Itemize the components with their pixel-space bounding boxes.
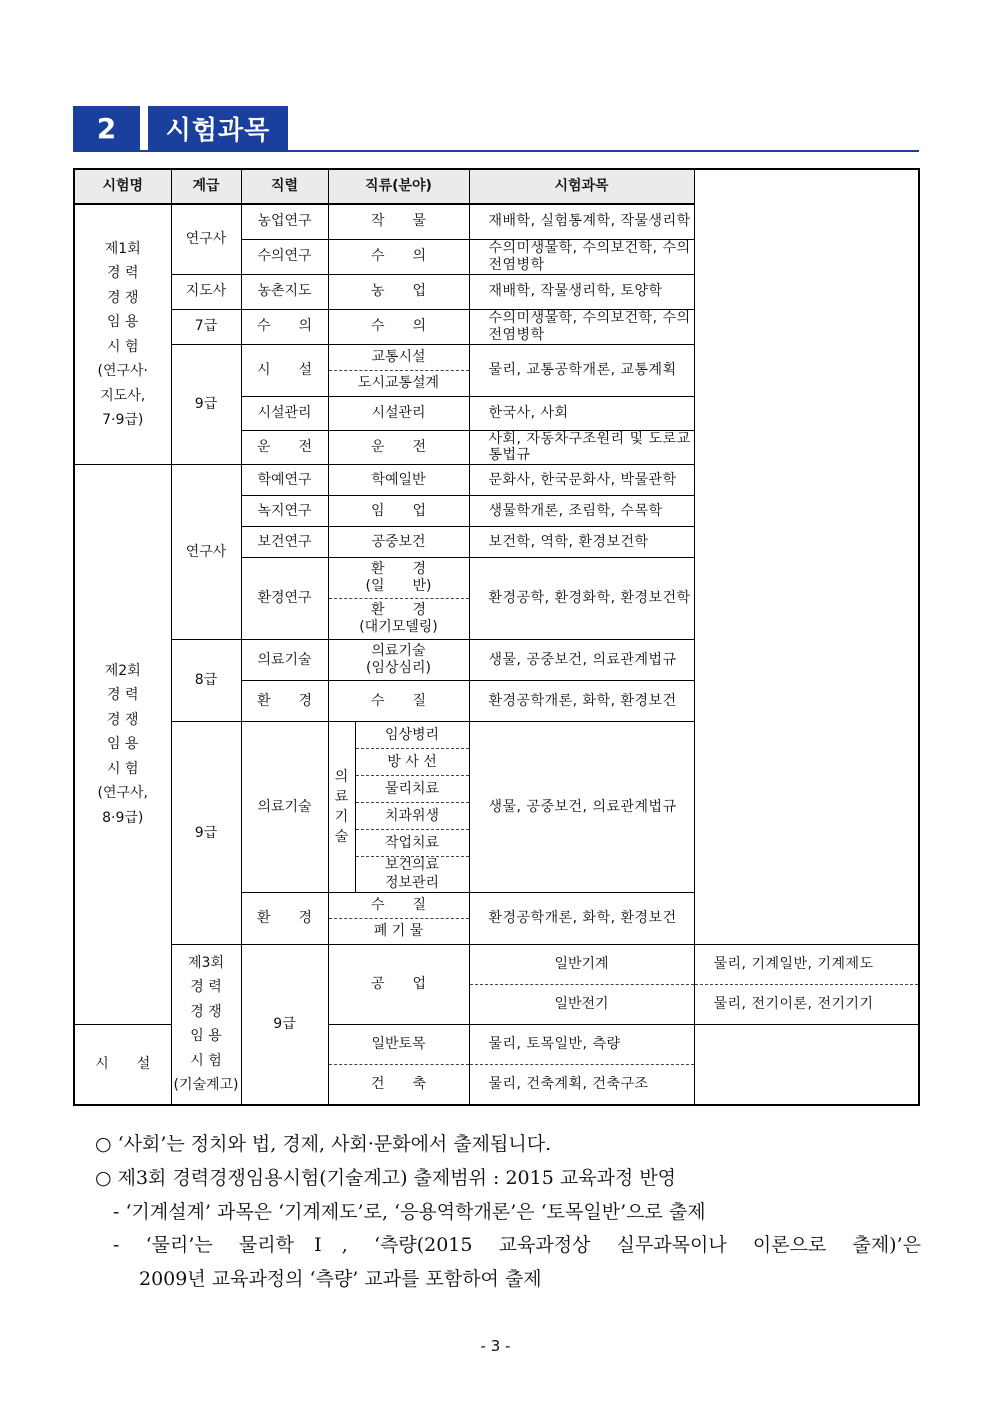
table-row bbox=[74, 274, 919, 309]
header-subjects: 시험과목 bbox=[469, 169, 694, 204]
table-row bbox=[74, 465, 919, 496]
note-line: ○ ‘사회’는 정치와 법, 경제, 사회·문화에서 출제됩니다. bbox=[95, 1133, 552, 1155]
subject-cell: 수의미생물학, 수의보건학, 수의전염병학 bbox=[469, 239, 694, 274]
series-cell: 환경연구 bbox=[241, 558, 328, 640]
note-line: - ‘기계설계’ 과목은 ‘기계제도’로, ‘응용역학개론’은 ‘토목일반’으로 출제 bbox=[113, 1200, 706, 1223]
table-row bbox=[74, 204, 919, 239]
table-row bbox=[74, 722, 919, 748]
list-item: 임상병리 bbox=[356, 722, 469, 749]
subject-cell: 물리, 기계일반, 기계제도 bbox=[694, 945, 919, 985]
class-cell: 일반전기 bbox=[469, 985, 694, 1025]
series-cell: 수 의 bbox=[241, 309, 328, 344]
grade-cell: 9급 bbox=[171, 344, 241, 465]
grade-cell: 9급 bbox=[241, 945, 328, 1105]
series-cell: 녹지연구 bbox=[241, 496, 328, 527]
subject-cell: 수의미생물학, 수의보건학, 수의전염병학 bbox=[469, 309, 694, 344]
subject-cell: 재배학, 작물생리학, 토양학 bbox=[469, 274, 694, 309]
series-cell: 운 전 bbox=[241, 430, 328, 465]
list-item: 작업치료 bbox=[356, 830, 469, 857]
header-grade: 계급 bbox=[171, 169, 241, 204]
note-line: - ‘물리’는 물리학Ⅰ, ‘측량(2015 교육과정상 실무과목이나 이론으로 출제)’은 bbox=[113, 1234, 921, 1257]
subject-cell: 사회, 자동차구조원리 및 도로교통법규 bbox=[469, 430, 694, 465]
class-cell: 일반기계 bbox=[469, 945, 694, 985]
grade-cell: 연구사 bbox=[171, 204, 241, 274]
class-cell: 환 경 (대기모델링) bbox=[328, 599, 469, 640]
series-cell: 학예연구 bbox=[241, 465, 328, 496]
subject-cell: 물리, 교통공학개론, 교통계획 bbox=[469, 344, 694, 396]
exam-name-1-text: 제1회 경 력 경 쟁 임 용 시 험 (연구사· 지도사, 7·9급) bbox=[97, 240, 148, 429]
subject-cell: 문화사, 한국문화사, 박물관학 bbox=[469, 465, 694, 496]
subject-cell: 보건학, 역학, 환경보건학 bbox=[469, 527, 694, 558]
exam-name-2-text: 제2회 경 력 경 쟁 임 용 시 험 (연구사, 8·9급) bbox=[97, 662, 148, 826]
subject-cell: 환경공학개론, 화학, 환경보건 bbox=[469, 893, 694, 945]
table-row bbox=[74, 309, 919, 344]
class-cell: 교통시설 bbox=[328, 344, 469, 370]
series-cell: 의료기술 bbox=[241, 640, 328, 681]
list-item: 물리치료 bbox=[356, 776, 469, 803]
table-row bbox=[74, 344, 919, 370]
note-line: 2009년 교육과정의 ‘측량’ 교과를 포함하여 출제 bbox=[139, 1268, 542, 1291]
class-cell: 폐 기 물 bbox=[328, 919, 469, 945]
class-cell: 일반토목 bbox=[328, 1025, 469, 1065]
class-cell: 작 물 bbox=[328, 204, 469, 239]
page-number: - 3 - bbox=[480, 1337, 511, 1355]
subject-cell: 재배학, 실험통계학, 작물생리학 bbox=[469, 204, 694, 239]
exam-name-3-text: 제3회 경 력 경 쟁 임 용 시 험 (기술계고) bbox=[173, 954, 239, 1094]
section-number: 2 bbox=[73, 106, 140, 150]
medical-tech-subclasses bbox=[329, 722, 469, 892]
series-cell: 농촌지도 bbox=[241, 274, 328, 309]
series-cell: 보건연구 bbox=[241, 527, 328, 558]
series-cell: 환 경 bbox=[241, 681, 328, 722]
subject-cell: 생물, 공중보건, 의료관계법규 bbox=[469, 722, 694, 893]
class-cell: 학예일반 bbox=[328, 465, 469, 496]
exam-name-3 bbox=[171, 945, 241, 1105]
subject-cell: 물리, 전기이론, 전기기기 bbox=[694, 985, 919, 1025]
medical-tech-sublist bbox=[356, 722, 469, 892]
series-cell: 농업연구 bbox=[241, 204, 328, 239]
class-cell: 건 축 bbox=[328, 1065, 469, 1105]
subject-cell: 환경공학개론, 화학, 환경보건 bbox=[469, 681, 694, 722]
grade-cell: 지도사 bbox=[171, 274, 241, 309]
subject-cell: 물리, 토목일반, 측량 bbox=[469, 1025, 694, 1065]
series-cell: 시 설 bbox=[241, 344, 328, 396]
exam-name-1 bbox=[74, 204, 171, 465]
section-rule bbox=[73, 150, 919, 152]
series-cell: 시 설 bbox=[74, 1025, 171, 1105]
class-cell: 농 업 bbox=[328, 274, 469, 309]
class-cell: 수 질 bbox=[328, 681, 469, 722]
grade-cell: 연구사 bbox=[171, 465, 241, 640]
series-cell: 시설관리 bbox=[241, 396, 328, 430]
series-cell: 의료기술 bbox=[241, 722, 328, 893]
subject-cell: 생물, 공중보건, 의료관계법규 bbox=[469, 640, 694, 681]
header-series: 직렬 bbox=[241, 169, 328, 204]
class-cell: 수 의 bbox=[328, 239, 469, 274]
table-row bbox=[74, 945, 919, 985]
subject-cell: 환경공학, 환경화학, 환경보건학 bbox=[469, 558, 694, 640]
exam-subjects-table bbox=[73, 168, 920, 1106]
class-cell: 운 전 bbox=[328, 430, 469, 465]
series-cell: 수의연구 bbox=[241, 239, 328, 274]
list-item: 방 사 선 bbox=[356, 749, 469, 776]
class-cell: 시설관리 bbox=[328, 396, 469, 430]
class-cell: 공중보건 bbox=[328, 527, 469, 558]
table-row bbox=[74, 640, 919, 681]
list-item: 치과위생 bbox=[356, 803, 469, 830]
note-line: ○ 제3회 경력경쟁임용시험(기술계고) 출제범위 : 2015 교육과정 반영 bbox=[95, 1166, 677, 1189]
class-cell: 임 업 bbox=[328, 496, 469, 527]
series-cell: 환 경 bbox=[241, 893, 328, 945]
class-cell: 도시교통설계 bbox=[328, 370, 469, 396]
class-cell bbox=[328, 722, 469, 893]
notes bbox=[95, 1128, 921, 1297]
subject-cell: 물리, 건축계획, 건축구조 bbox=[469, 1065, 694, 1105]
list-item: 보건의료 정보관리 bbox=[384, 857, 440, 891]
class-cell: 환 경 (일 반) bbox=[328, 558, 469, 599]
grade-cell: 9급 bbox=[171, 722, 241, 945]
exam-name-2 bbox=[74, 465, 171, 1025]
subject-cell: 생물학개론, 조림학, 수목학 bbox=[469, 496, 694, 527]
header-exam: 시험명 bbox=[74, 169, 171, 204]
medical-tech-vertical-text: 의 료 기 술 bbox=[334, 768, 349, 846]
series-cell: 공 업 bbox=[328, 945, 469, 1025]
section-title: 시험과목 bbox=[148, 106, 288, 150]
class-cell: 의료기술 (임상심리) bbox=[328, 640, 469, 681]
medical-tech-vertical-label bbox=[329, 722, 356, 892]
table-header-row bbox=[74, 169, 919, 204]
grade-cell: 8급 bbox=[171, 640, 241, 722]
class-cell: 수 의 bbox=[328, 309, 469, 344]
header-class: 직류(분야) bbox=[328, 169, 469, 204]
grade-cell: 7급 bbox=[171, 309, 241, 344]
subject-cell: 한국사, 사회 bbox=[469, 396, 694, 430]
class-cell: 수 질 bbox=[328, 893, 469, 919]
